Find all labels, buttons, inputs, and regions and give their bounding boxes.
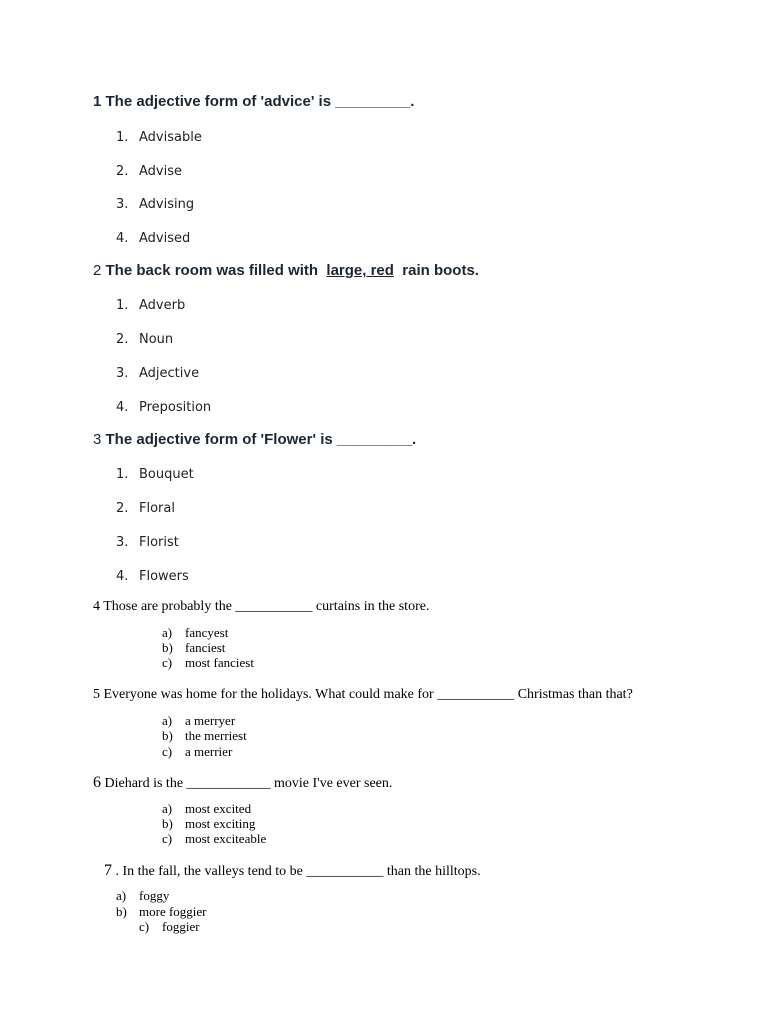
question-number: 6 (93, 774, 101, 791)
option-text: foggier (162, 919, 200, 934)
option-text: Florist (139, 535, 179, 550)
question-1-heading (93, 93, 414, 110)
question-number: 1 (93, 93, 102, 110)
option-marker: 4. (116, 569, 129, 584)
option-text: Floral (139, 501, 175, 516)
option-text: Advisable (139, 130, 202, 145)
question-1-option-3 (116, 197, 194, 212)
question-6-option-a (162, 801, 251, 817)
option-marker: 4. (116, 231, 129, 246)
question-7-option-b (116, 904, 207, 920)
question-number: 2 (93, 262, 102, 279)
question-1-option-2 (116, 164, 182, 179)
option-text: Noun (139, 332, 174, 347)
question-text: Everyone was home for the holidays. What could make for ___________ Christmas than that? (103, 687, 633, 702)
question-1-option-1 (116, 130, 202, 145)
question-4-option-a (162, 625, 228, 641)
option-marker: 1. (116, 298, 129, 313)
question-text-before: The back room was filled with (105, 262, 319, 279)
question-4-option-b (162, 640, 225, 656)
option-text: Adverb (139, 298, 186, 313)
option-text: Flowers (139, 569, 189, 584)
option-marker: b) (116, 904, 127, 919)
question-text: The adjective form of 'advice' is _________. (105, 93, 415, 110)
option-marker: 2. (116, 501, 129, 516)
underlined-phrase: large, red (326, 262, 394, 279)
question-5-option-a (162, 713, 235, 729)
option-marker: c) (139, 919, 150, 934)
question-1-option-4 (116, 231, 190, 246)
question-number: 7 (104, 862, 112, 879)
option-text: most exciteable (185, 831, 267, 846)
option-marker: b) (162, 816, 173, 831)
option-marker: a) (116, 888, 127, 903)
question-6-option-b (162, 816, 255, 832)
option-marker: b) (162, 640, 173, 655)
question-text: . In the fall, the valleys tend to be ___________ than the hilltops. (115, 864, 481, 879)
question-3-option-4 (116, 569, 189, 584)
question-text: Diehard is the ____________ movie I've ever seen. (104, 776, 393, 791)
question-text: The adjective form of 'Flower' is _________. (105, 431, 417, 448)
question-number: 4 (93, 599, 100, 614)
option-text: Advising (139, 197, 195, 212)
question-2-option-4 (116, 400, 211, 415)
option-text: foggy (139, 888, 170, 903)
option-marker: 2. (116, 164, 129, 179)
option-marker: 3. (116, 366, 129, 381)
option-text: fanciest (185, 640, 226, 655)
option-marker: 1. (116, 130, 129, 145)
question-4-option-c (162, 655, 254, 671)
option-marker: a) (162, 625, 173, 640)
option-marker: c) (162, 655, 173, 670)
option-marker: 3. (116, 197, 129, 212)
option-marker: a) (162, 801, 173, 816)
option-marker: c) (162, 831, 173, 846)
question-text: Those are probably the ___________ curtains in the store. (103, 599, 430, 614)
option-marker: 3. (116, 535, 129, 550)
question-7-option-c (139, 919, 200, 935)
option-text: fancyest (185, 625, 229, 640)
option-text: the merriest (185, 728, 247, 743)
question-6-option-c (162, 831, 266, 847)
option-marker: b) (162, 728, 173, 743)
option-marker: 2. (116, 332, 129, 347)
question-6-heading (93, 774, 392, 792)
question-5-option-b (162, 728, 247, 744)
question-text-after: rain boots. (402, 262, 479, 279)
option-text: most excited (185, 801, 252, 816)
question-2-option-1 (116, 298, 185, 313)
option-marker: 1. (116, 467, 129, 482)
question-2-option-2 (116, 332, 173, 347)
question-5-option-c (162, 744, 232, 760)
option-text: most fanciest (185, 655, 254, 670)
option-marker: c) (162, 744, 173, 759)
question-7-heading (104, 862, 481, 880)
question-3-option-3 (116, 535, 179, 550)
option-marker: a) (162, 713, 173, 728)
question-3-heading (93, 431, 416, 448)
option-text: Bouquet (139, 467, 194, 482)
question-2-option-3 (116, 366, 199, 381)
option-text: Advise (139, 164, 182, 179)
question-number: 3 (93, 431, 102, 448)
question-number: 5 (93, 687, 100, 702)
option-text: a merrier (185, 744, 233, 759)
option-text: Advised (139, 231, 191, 246)
option-marker: 4. (116, 400, 129, 415)
question-3-option-2 (116, 501, 175, 516)
option-text: Preposition (139, 400, 212, 415)
question-3-option-1 (116, 467, 194, 482)
option-text: Adjective (139, 366, 200, 381)
question-4-heading (93, 599, 429, 615)
option-text: more foggier (139, 904, 207, 919)
option-text: a merryer (185, 713, 236, 728)
question-2-heading (93, 262, 479, 279)
question-7-option-a (116, 888, 169, 904)
option-text: most exciting (185, 816, 256, 831)
question-5-heading (93, 687, 633, 703)
